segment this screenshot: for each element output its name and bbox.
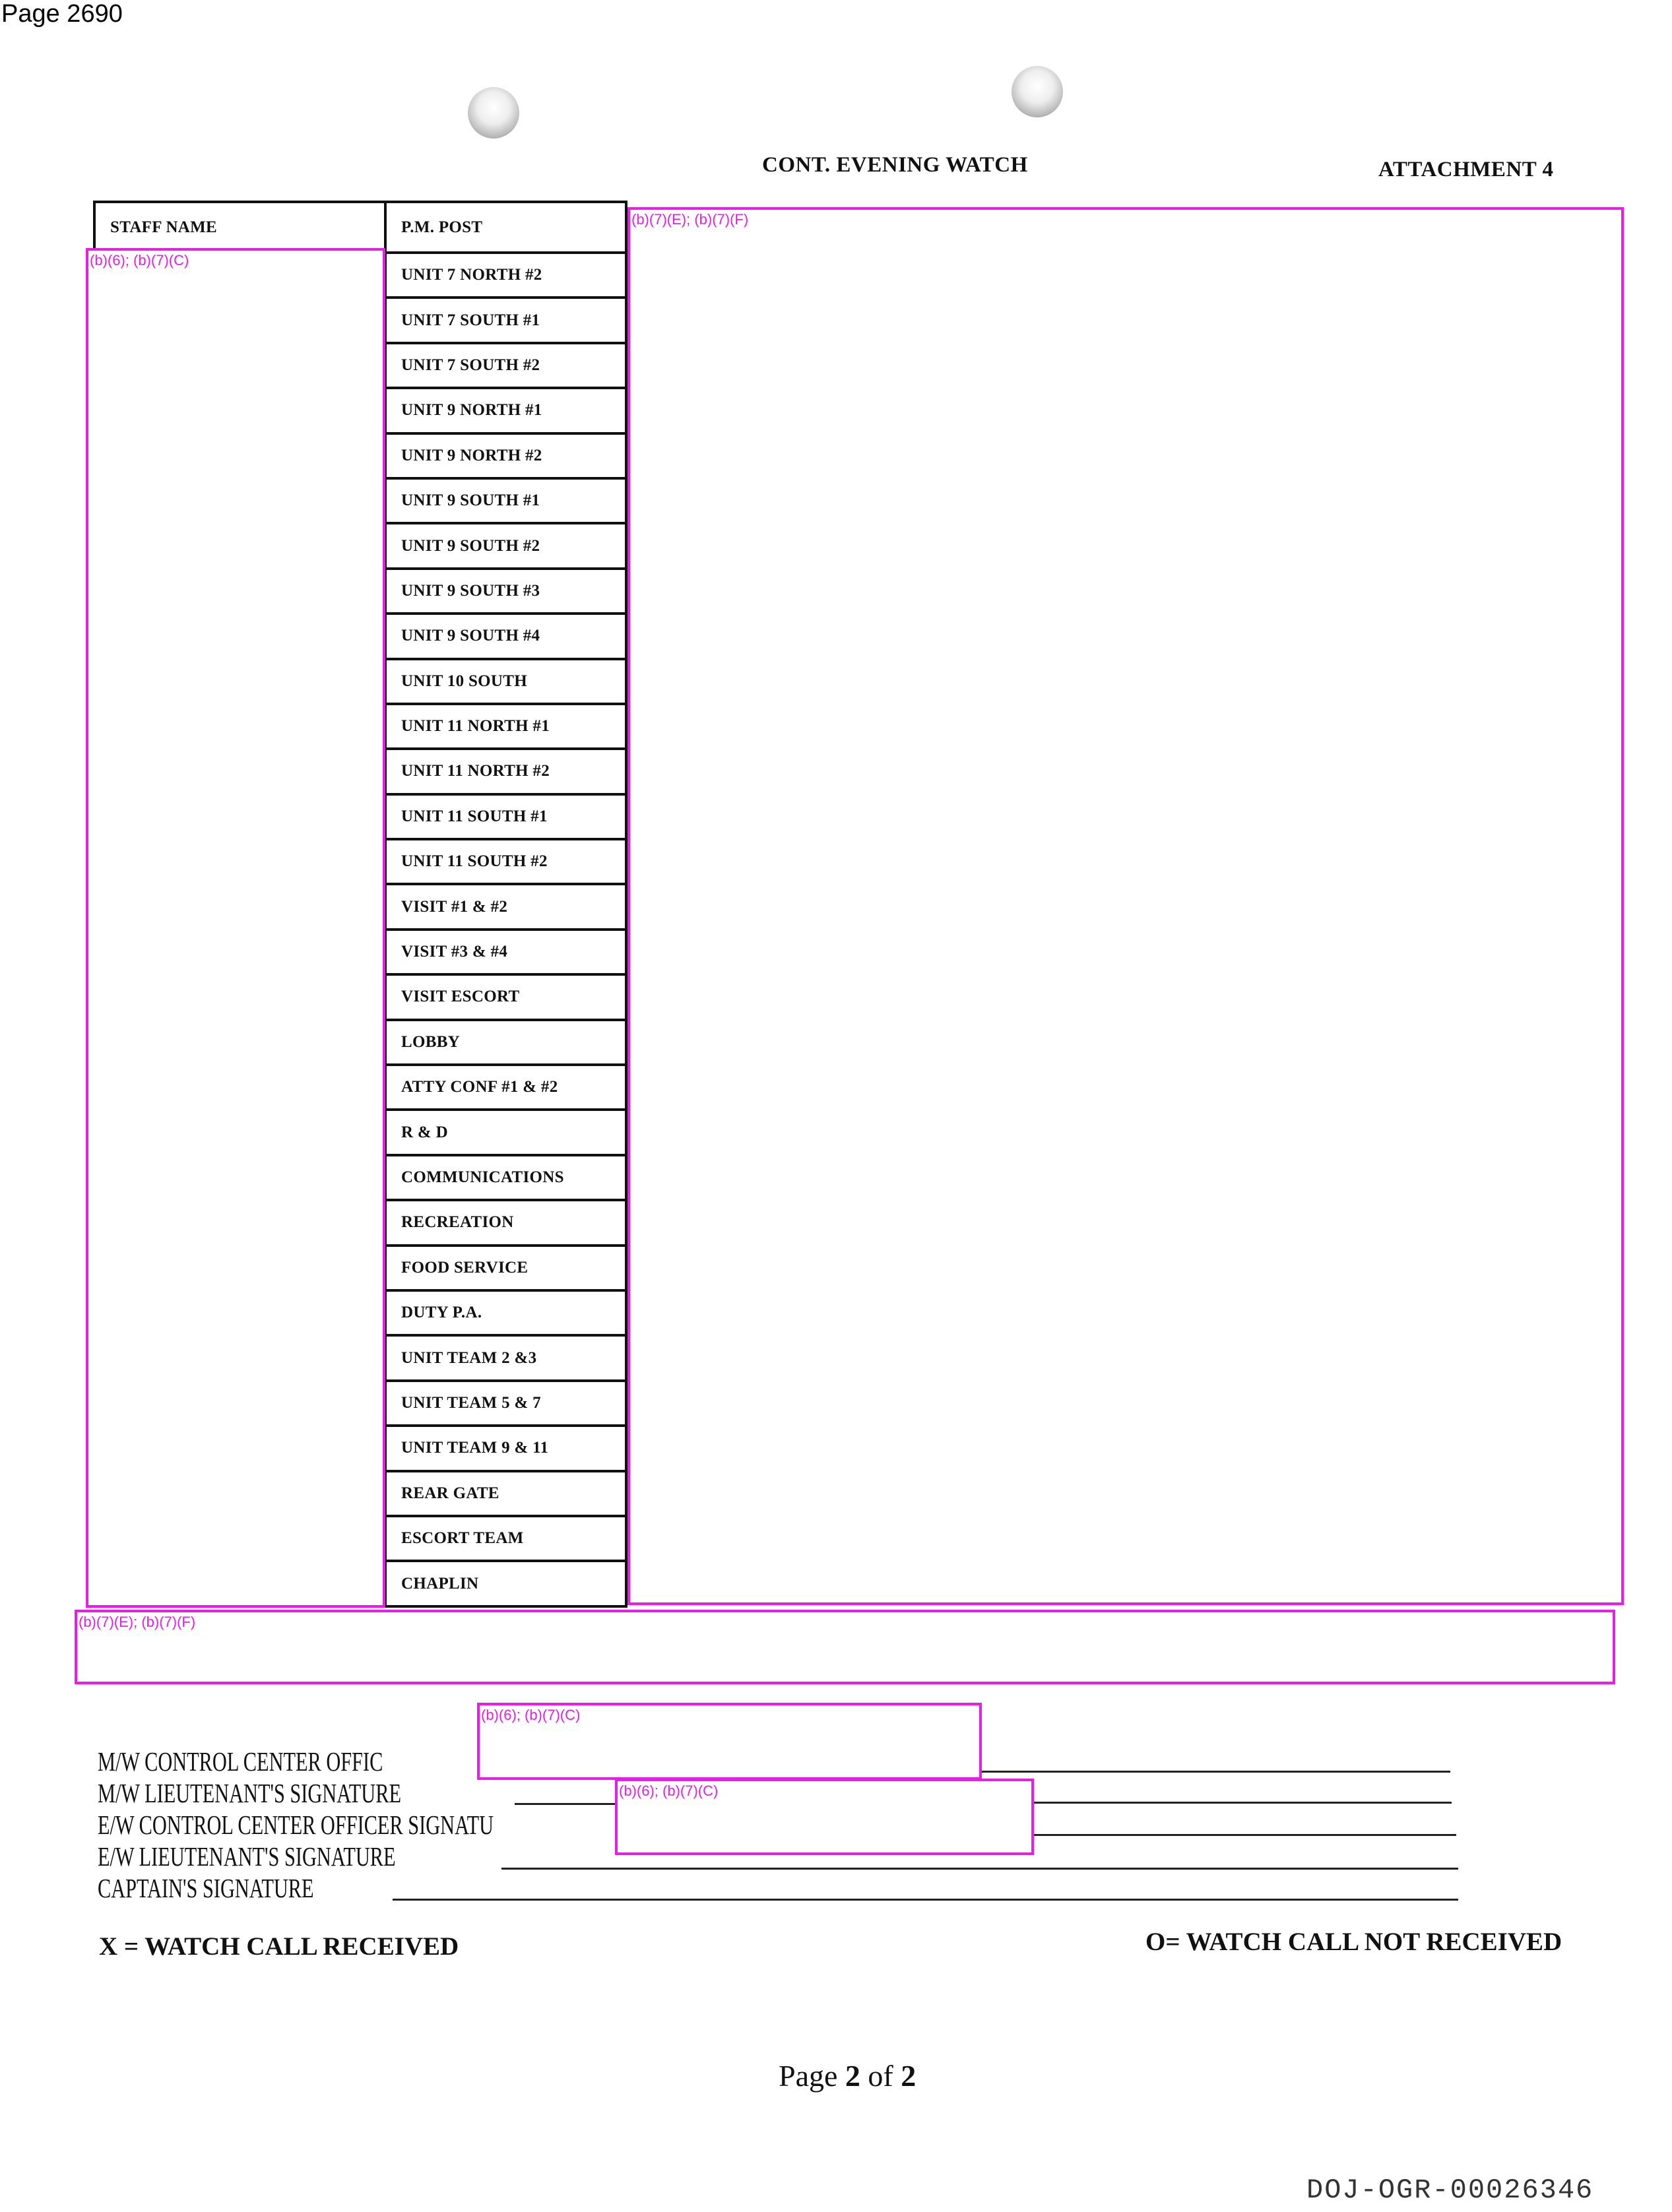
post-cell: VISIT #1 & #2 [385, 884, 626, 929]
redaction-watch-grid: (b)(7)(E); (b)(7)(F) [627, 207, 1624, 1605]
signature-line [1034, 1802, 1452, 1804]
redaction-staff-names: (b)(6); (b)(7)(C) [86, 248, 385, 1608]
signature-line [982, 1771, 1450, 1773]
post-cell: UNIT 7 SOUTH #1 [385, 298, 626, 342]
post-cell: UNIT TEAM 2 &3 [385, 1335, 626, 1380]
page-number: Page 2 of 2 [779, 2059, 916, 2093]
post-cell: ATTY CONF #1 & #2 [385, 1065, 626, 1110]
hole-punch [1012, 66, 1063, 117]
document-title: CONT. EVENING WATCH [762, 153, 1028, 177]
signature-line [501, 1868, 1458, 1870]
post-cell: ESCORT TEAM [385, 1516, 626, 1561]
post-cell: FOOD SERVICE [385, 1246, 626, 1290]
post-cell: UNIT 11 NORTH #1 [385, 704, 626, 749]
post-cell: UNIT 9 NORTH #2 [385, 433, 626, 478]
post-cell: UNIT 9 NORTH #1 [385, 388, 626, 433]
hole-punch [468, 87, 519, 139]
signature-label: M/W CONTROL CENTER OFFIC [98, 1746, 383, 1777]
signature-label: E/W LIEUTENANT'S SIGNATURE [98, 1841, 396, 1872]
post-cell: UNIT 11 SOUTH #1 [385, 794, 626, 839]
post-cell: UNIT 9 SOUTH #1 [385, 478, 626, 523]
post-cell: COMMUNICATIONS [385, 1155, 626, 1200]
signature-line [393, 1899, 1458, 1901]
post-cell: CHAPLIN [385, 1561, 626, 1606]
signature-line [1034, 1834, 1456, 1836]
post-cell: UNIT TEAM 5 & 7 [385, 1381, 626, 1426]
redaction-signature-2: (b)(6); (b)(7)(C) [615, 1779, 1034, 1855]
legend-not-received: O= WATCH CALL NOT RECEIVED [1145, 1928, 1562, 1956]
post-cell: UNIT 7 NORTH #2 [385, 253, 626, 298]
redaction-bottom: (b)(7)(E); (b)(7)(F) [75, 1610, 1615, 1684]
signature-label: CAPTAIN'S SIGNATURE [98, 1873, 314, 1903]
post-cell: UNIT 9 SOUTH #4 [385, 614, 626, 658]
signature-label: M/W LIEUTENANT'S SIGNATURE [98, 1778, 401, 1808]
redaction-signature-1: (b)(6); (b)(7)(C) [477, 1703, 982, 1780]
post-cell: UNIT 7 SOUTH #2 [385, 343, 626, 388]
bates-number: DOJ-OGR-00026346 [1306, 2174, 1594, 2206]
post-cell: UNIT 11 NORTH #2 [385, 749, 626, 794]
post-cell: VISIT #3 & #4 [385, 930, 626, 974]
post-cell: LOBBY [385, 1020, 626, 1065]
signature-line [515, 1803, 615, 1805]
post-cell: VISIT ESCORT [385, 974, 626, 1019]
post-cell: RECREATION [385, 1200, 626, 1245]
post-cell: R & D [385, 1110, 626, 1154]
header-pm-post: P.M. POST [385, 202, 626, 253]
attachment-label: ATTACHMENT 4 [1378, 158, 1554, 181]
post-cell: UNIT TEAM 9 & 11 [385, 1426, 626, 1470]
signature-label: E/W CONTROL CENTER OFFICER SIGNATU [98, 1810, 494, 1840]
post-cell: UNIT 9 SOUTH #3 [385, 569, 626, 614]
post-cell: DUTY P.A. [385, 1290, 626, 1335]
page-label: Page 2690 [1, 0, 123, 28]
post-cell: UNIT 10 SOUTH [385, 659, 626, 704]
post-cell: UNIT 11 SOUTH #2 [385, 839, 626, 884]
post-cell: UNIT 9 SOUTH #2 [385, 523, 626, 568]
header-staff-name: STAFF NAME [94, 202, 385, 253]
post-cell: REAR GATE [385, 1471, 626, 1516]
legend-received: X = WATCH CALL RECEIVED [99, 1932, 459, 1961]
